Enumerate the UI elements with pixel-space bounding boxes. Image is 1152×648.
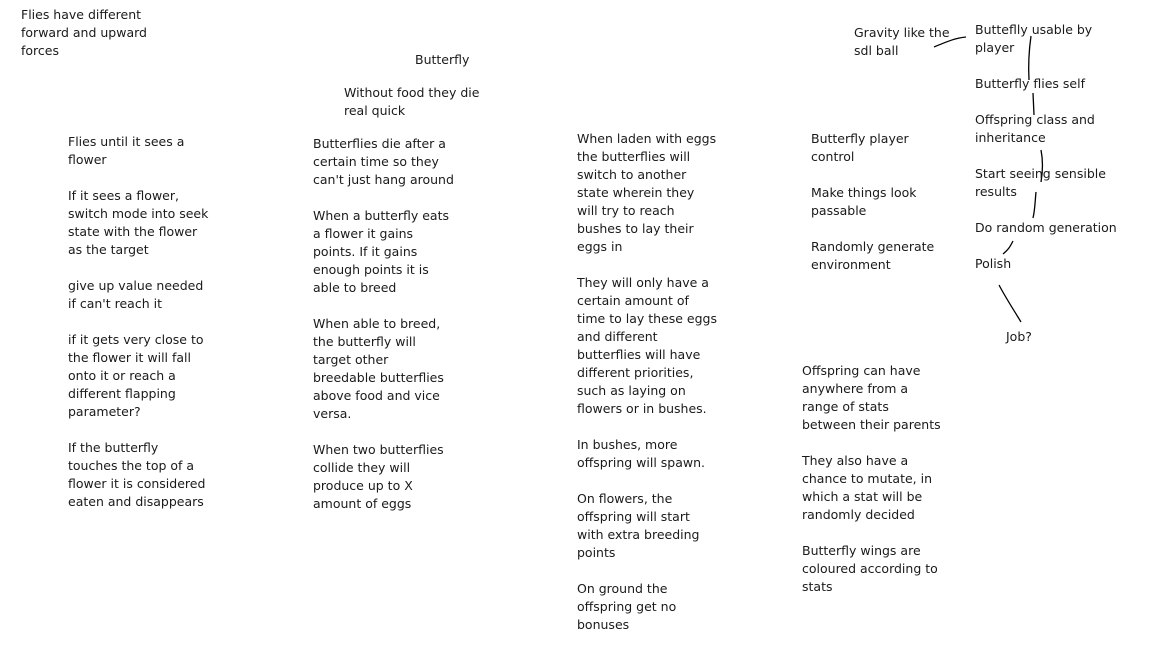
note-paragraph: When able to breed, the butterfly will target other breedable butterflies above food and vice versa. [313, 316, 444, 421]
note-paragraph: Make things look passable [811, 185, 917, 218]
note-paragraph: Flies until it sees a flower [68, 134, 185, 167]
note-paragraph: They will only have a certain amount of time to lay these eggs and different butterflies will have different priorities, such as laying on flowers or in bushes. [577, 275, 718, 416]
roadmap-item: Offspring class and inheritance [975, 112, 1095, 145]
note-paragraph: Butterfly wings are coloured according to stats [802, 543, 938, 594]
gravity-note: Gravity like the sdl ball [854, 25, 950, 58]
note-paragraph: On flowers, the offspring will start with extra breeding points [577, 491, 700, 560]
roadmap-item: Polish [975, 256, 1012, 271]
note-paragraph: if it gets very close to the flower it will fall onto it or reach a different flapping parameter? [68, 332, 204, 419]
note-paragraph: If the butterfly touches the top of a flower it is considered eaten and disappears [68, 440, 206, 509]
job-label: Job? [1006, 329, 1032, 344]
column-flight-behaviour [68, 133, 208, 511]
note-paragraph: When a butterfly eats a flower it gains points. If it gains enough points it is able to breed [313, 208, 449, 295]
note-paragraph: When laden with eggs the butterflies will switch to another state wherein they will try to reach bushes to lay their eggs in [577, 131, 717, 254]
column-offspring-stats [802, 362, 941, 596]
note-paragraph: On ground the offspring get no bonuses [577, 581, 677, 632]
roadmap-item: Butteflly usable by player [975, 22, 1093, 55]
note-paragraph: If it sees a flower, switch mode into seek state with the flower as the target [68, 188, 209, 257]
subtitle-note: Without food they die real quick [344, 85, 480, 118]
note-paragraph: Randomly generate environment [811, 239, 935, 272]
column-tasks [811, 130, 934, 274]
roadmap-list [975, 21, 1117, 273]
column-lifecycle [313, 135, 454, 513]
job-connector-line [999, 285, 1021, 322]
note-paragraph: Offspring can have anywhere from a range of stats between their parents [802, 363, 941, 432]
note-paragraph: Butterfly player control [811, 131, 909, 164]
roadmap-item: Do random generation [975, 220, 1117, 235]
roadmap-item: Butterfly flies self [975, 76, 1085, 91]
roadmap-item: Start seeing sensible results [975, 166, 1106, 199]
note-paragraph: When two butterflies collide they will produce up to X amount of eggs [313, 442, 444, 511]
page-title: Butterfly [415, 52, 470, 67]
note-paragraph: Butterflies die after a certain time so they can't just hang around [313, 136, 454, 187]
top-note: Flies have different forward and upward forces [21, 7, 147, 58]
note-paragraph: They also have a chance to mutate, in which a stat will be randomly decided [802, 453, 933, 522]
note-paragraph: In bushes, more offspring will spawn. [577, 437, 705, 470]
note-paragraph: give up value needed if can't reach it [68, 278, 204, 311]
column-egg-laying [577, 130, 717, 634]
